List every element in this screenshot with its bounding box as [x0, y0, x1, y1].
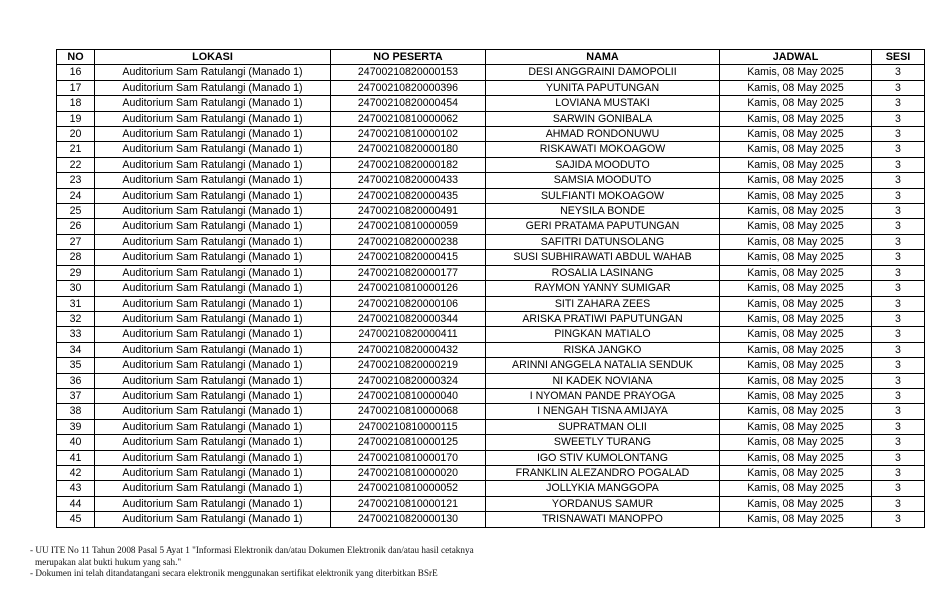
cell-sesi: 3 — [872, 111, 925, 126]
cell-no-peserta: 24700210820000182 — [331, 157, 486, 172]
table-row — [57, 188, 925, 203]
cell-lokasi: Auditorium Sam Ratulangi (Manado 1) — [95, 96, 331, 111]
cell-nama: FRANKLIN ALEZANDRO POGALAD — [486, 465, 720, 480]
cell-jadwal: Kamis, 08 May 2025 — [720, 173, 872, 188]
cell-no: 32 — [57, 311, 95, 326]
cell-no-peserta: 24700210820000491 — [331, 204, 486, 219]
cell-nama: ARISKA PRATIWI PAPUTUNGAN — [486, 311, 720, 326]
cell-lokasi: Auditorium Sam Ratulangi (Manado 1) — [95, 512, 331, 527]
cell-no: 18 — [57, 96, 95, 111]
cell-nama: AHMAD RONDONUWU — [486, 127, 720, 142]
table-row — [57, 450, 925, 465]
cell-sesi: 3 — [872, 465, 925, 480]
cell-no-peserta: 24700210820000177 — [331, 265, 486, 280]
table-row — [57, 111, 925, 126]
table-row — [57, 512, 925, 527]
table-row — [57, 127, 925, 142]
cell-no-peserta: 24700210810000062 — [331, 111, 486, 126]
cell-no: 39 — [57, 419, 95, 434]
header-sesi: SESI — [872, 50, 925, 65]
cell-no: 30 — [57, 281, 95, 296]
cell-sesi: 3 — [872, 327, 925, 342]
cell-jadwal: Kamis, 08 May 2025 — [720, 388, 872, 403]
cell-sesi: 3 — [872, 157, 925, 172]
table-row — [57, 265, 925, 280]
cell-sesi: 3 — [872, 127, 925, 142]
table-row — [57, 281, 925, 296]
footer-line-3: - Dokumen ini telah ditandatangani secara elektronik menggunakan sertifikat elektronik yang diterbitkan BSrE — [30, 568, 438, 579]
cell-sesi: 3 — [872, 311, 925, 326]
cell-nama: I NENGAH TISNA AMIJAYA — [486, 404, 720, 419]
cell-nama: LOVIANA MUSTAKI — [486, 96, 720, 111]
cell-no-peserta: 24700210820000454 — [331, 96, 486, 111]
cell-no: 37 — [57, 388, 95, 403]
cell-no-peserta: 24700210820000435 — [331, 188, 486, 203]
cell-no-peserta: 24700210810000052 — [331, 481, 486, 496]
cell-no-peserta: 24700210820000396 — [331, 80, 486, 95]
cell-nama: NI KADEK NOVIANA — [486, 373, 720, 388]
table-row — [57, 80, 925, 95]
cell-jadwal: Kamis, 08 May 2025 — [720, 96, 872, 111]
table-row — [57, 388, 925, 403]
cell-lokasi: Auditorium Sam Ratulangi (Manado 1) — [95, 157, 331, 172]
cell-lokasi: Auditorium Sam Ratulangi (Manado 1) — [95, 327, 331, 342]
cell-nama: GERI PRATAMA PAPUTUNGAN — [486, 219, 720, 234]
table-row — [57, 342, 925, 357]
cell-nama: NEYSILA BONDE — [486, 204, 720, 219]
cell-no-peserta: 24700210810000102 — [331, 127, 486, 142]
cell-no: 35 — [57, 358, 95, 373]
cell-lokasi: Auditorium Sam Ratulangi (Manado 1) — [95, 80, 331, 95]
cell-no: 23 — [57, 173, 95, 188]
table-row — [57, 204, 925, 219]
table-row — [57, 496, 925, 511]
table-row — [57, 96, 925, 111]
cell-no: 16 — [57, 65, 95, 80]
cell-nama: SAFITRI DATUNSOLANG — [486, 234, 720, 249]
cell-no-peserta: 24700210820000432 — [331, 342, 486, 357]
cell-lokasi: Auditorium Sam Ratulangi (Manado 1) — [95, 219, 331, 234]
table-header-row — [57, 50, 925, 65]
cell-no-peserta: 24700210810000068 — [331, 404, 486, 419]
cell-sesi: 3 — [872, 96, 925, 111]
table-row — [57, 358, 925, 373]
cell-jadwal: Kamis, 08 May 2025 — [720, 435, 872, 450]
legal-footer — [30, 545, 910, 580]
cell-no-peserta: 24700210820000180 — [331, 142, 486, 157]
cell-jadwal: Kamis, 08 May 2025 — [720, 296, 872, 311]
cell-lokasi: Auditorium Sam Ratulangi (Manado 1) — [95, 111, 331, 126]
cell-sesi: 3 — [872, 204, 925, 219]
cell-sesi: 3 — [872, 80, 925, 95]
cell-no: 34 — [57, 342, 95, 357]
cell-no: 36 — [57, 373, 95, 388]
cell-no: 31 — [57, 296, 95, 311]
cell-no: 43 — [57, 481, 95, 496]
cell-no: 28 — [57, 250, 95, 265]
cell-lokasi: Auditorium Sam Ratulangi (Manado 1) — [95, 234, 331, 249]
cell-sesi: 3 — [872, 173, 925, 188]
cell-sesi: 3 — [872, 512, 925, 527]
cell-sesi: 3 — [872, 296, 925, 311]
cell-lokasi: Auditorium Sam Ratulangi (Manado 1) — [95, 373, 331, 388]
cell-no: 38 — [57, 404, 95, 419]
cell-no-peserta: 24700210810000126 — [331, 281, 486, 296]
cell-jadwal: Kamis, 08 May 2025 — [720, 358, 872, 373]
cell-jadwal: Kamis, 08 May 2025 — [720, 481, 872, 496]
cell-no-peserta: 24700210820000415 — [331, 250, 486, 265]
cell-nama: RISKAWATI MOKOAGOW — [486, 142, 720, 157]
cell-no: 24 — [57, 188, 95, 203]
cell-lokasi: Auditorium Sam Ratulangi (Manado 1) — [95, 204, 331, 219]
cell-lokasi: Auditorium Sam Ratulangi (Manado 1) — [95, 419, 331, 434]
cell-sesi: 3 — [872, 342, 925, 357]
table-row — [57, 65, 925, 80]
cell-jadwal: Kamis, 08 May 2025 — [720, 250, 872, 265]
cell-sesi: 3 — [872, 281, 925, 296]
cell-jadwal: Kamis, 08 May 2025 — [720, 265, 872, 280]
table-row — [57, 219, 925, 234]
cell-no: 22 — [57, 157, 95, 172]
cell-lokasi: Auditorium Sam Ratulangi (Manado 1) — [95, 188, 331, 203]
cell-no-peserta: 24700210810000125 — [331, 435, 486, 450]
table-row — [57, 373, 925, 388]
cell-lokasi: Auditorium Sam Ratulangi (Manado 1) — [95, 142, 331, 157]
table-row — [57, 435, 925, 450]
participant-table — [56, 49, 925, 528]
cell-sesi: 3 — [872, 265, 925, 280]
cell-jadwal: Kamis, 08 May 2025 — [720, 327, 872, 342]
cell-no-peserta: 24700210820000344 — [331, 311, 486, 326]
cell-lokasi: Auditorium Sam Ratulangi (Manado 1) — [95, 342, 331, 357]
cell-nama: SITI ZAHARA ZEES — [486, 296, 720, 311]
cell-no-peserta: 24700210820000219 — [331, 358, 486, 373]
header-nama: NAMA — [486, 50, 720, 65]
cell-jadwal: Kamis, 08 May 2025 — [720, 404, 872, 419]
cell-nama: I NYOMAN PANDE PRAYOGA — [486, 388, 720, 403]
cell-no-peserta: 24700210820000411 — [331, 327, 486, 342]
cell-no-peserta: 24700210820000153 — [331, 65, 486, 80]
cell-lokasi: Auditorium Sam Ratulangi (Manado 1) — [95, 173, 331, 188]
cell-jadwal: Kamis, 08 May 2025 — [720, 281, 872, 296]
cell-nama: SAMSIA MOODUTO — [486, 173, 720, 188]
cell-jadwal: Kamis, 08 May 2025 — [720, 450, 872, 465]
cell-jadwal: Kamis, 08 May 2025 — [720, 311, 872, 326]
cell-nama: SUPRATMAN OLII — [486, 419, 720, 434]
cell-sesi: 3 — [872, 388, 925, 403]
cell-nama: JOLLYKIA MANGGOPA — [486, 481, 720, 496]
header-no: NO — [57, 50, 95, 65]
table-row — [57, 465, 925, 480]
cell-jadwal: Kamis, 08 May 2025 — [720, 219, 872, 234]
cell-no: 26 — [57, 219, 95, 234]
cell-no-peserta: 24700210820000130 — [331, 512, 486, 527]
cell-no-peserta: 24700210810000020 — [331, 465, 486, 480]
cell-jadwal: Kamis, 08 May 2025 — [720, 127, 872, 142]
cell-jadwal: Kamis, 08 May 2025 — [720, 419, 872, 434]
table-row — [57, 250, 925, 265]
table-row — [57, 296, 925, 311]
cell-no: 27 — [57, 234, 95, 249]
cell-lokasi: Auditorium Sam Ratulangi (Manado 1) — [95, 496, 331, 511]
cell-lokasi: Auditorium Sam Ratulangi (Manado 1) — [95, 296, 331, 311]
table-row — [57, 419, 925, 434]
cell-nama: SARWIN GONIBALA — [486, 111, 720, 126]
cell-lokasi: Auditorium Sam Ratulangi (Manado 1) — [95, 481, 331, 496]
cell-jadwal: Kamis, 08 May 2025 — [720, 111, 872, 126]
cell-no: 17 — [57, 80, 95, 95]
cell-no: 19 — [57, 111, 95, 126]
cell-sesi: 3 — [872, 188, 925, 203]
cell-jadwal: Kamis, 08 May 2025 — [720, 188, 872, 203]
cell-no-peserta: 24700210810000059 — [331, 219, 486, 234]
cell-no: 33 — [57, 327, 95, 342]
cell-sesi: 3 — [872, 450, 925, 465]
cell-lokasi: Auditorium Sam Ratulangi (Manado 1) — [95, 450, 331, 465]
cell-jadwal: Kamis, 08 May 2025 — [720, 142, 872, 157]
cell-jadwal: Kamis, 08 May 2025 — [720, 204, 872, 219]
cell-lokasi: Auditorium Sam Ratulangi (Manado 1) — [95, 250, 331, 265]
cell-sesi: 3 — [872, 373, 925, 388]
cell-jadwal: Kamis, 08 May 2025 — [720, 465, 872, 480]
cell-sesi: 3 — [872, 250, 925, 265]
cell-nama: ROSALIA LASINANG — [486, 265, 720, 280]
cell-no: 44 — [57, 496, 95, 511]
header-no-peserta: NO PESERTA — [331, 50, 486, 65]
cell-sesi: 3 — [872, 358, 925, 373]
cell-no-peserta: 24700210820000433 — [331, 173, 486, 188]
cell-nama: RAYMON YANNY SUMIGAR — [486, 281, 720, 296]
cell-sesi: 3 — [872, 496, 925, 511]
table-row — [57, 142, 925, 157]
cell-no: 29 — [57, 265, 95, 280]
cell-lokasi: Auditorium Sam Ratulangi (Manado 1) — [95, 265, 331, 280]
cell-lokasi: Auditorium Sam Ratulangi (Manado 1) — [95, 388, 331, 403]
cell-jadwal: Kamis, 08 May 2025 — [720, 157, 872, 172]
cell-lokasi: Auditorium Sam Ratulangi (Manado 1) — [95, 311, 331, 326]
cell-sesi: 3 — [872, 142, 925, 157]
cell-sesi: 3 — [872, 481, 925, 496]
cell-no-peserta: 24700210820000106 — [331, 296, 486, 311]
cell-lokasi: Auditorium Sam Ratulangi (Manado 1) — [95, 281, 331, 296]
cell-no: 40 — [57, 435, 95, 450]
cell-nama: YUNITA PAPUTUNGAN — [486, 80, 720, 95]
cell-nama: DESI ANGGRAINI DAMOPOLII — [486, 65, 720, 80]
table-row — [57, 404, 925, 419]
cell-sesi: 3 — [872, 219, 925, 234]
header-lokasi: LOKASI — [95, 50, 331, 65]
cell-no-peserta: 24700210820000238 — [331, 234, 486, 249]
table-row — [57, 311, 925, 326]
cell-nama: SULFIANTI MOKOAGOW — [486, 188, 720, 203]
cell-lokasi: Auditorium Sam Ratulangi (Manado 1) — [95, 65, 331, 80]
cell-nama: ARINNI ANGGELA NATALIA SENDUK — [486, 358, 720, 373]
cell-no: 45 — [57, 512, 95, 527]
cell-no-peserta: 24700210810000121 — [331, 496, 486, 511]
table-row — [57, 173, 925, 188]
cell-nama: PINGKAN MATIALO — [486, 327, 720, 342]
header-jadwal: JADWAL — [720, 50, 872, 65]
cell-nama: YORDANUS SAMUR — [486, 496, 720, 511]
cell-no-peserta: 24700210820000324 — [331, 373, 486, 388]
cell-no-peserta: 24700210810000170 — [331, 450, 486, 465]
cell-no: 20 — [57, 127, 95, 142]
footer-line-1: - UU ITE No 11 Tahun 2008 Pasal 5 Ayat 1 "Informasi Elektronik dan/atau Dokumen Elektronik dan/atau hasil cetaknya — [30, 545, 474, 555]
cell-lokasi: Auditorium Sam Ratulangi (Manado 1) — [95, 358, 331, 373]
cell-jadwal: Kamis, 08 May 2025 — [720, 496, 872, 511]
cell-no: 42 — [57, 465, 95, 480]
cell-sesi: 3 — [872, 419, 925, 434]
cell-jadwal: Kamis, 08 May 2025 — [720, 65, 872, 80]
table-row — [57, 327, 925, 342]
cell-no-peserta: 24700210810000040 — [331, 388, 486, 403]
cell-nama: SUSI SUBHIRAWATI ABDUL WAHAB — [486, 250, 720, 265]
cell-jadwal: Kamis, 08 May 2025 — [720, 342, 872, 357]
cell-lokasi: Auditorium Sam Ratulangi (Manado 1) — [95, 465, 331, 480]
cell-nama: RISKA JANGKO — [486, 342, 720, 357]
cell-jadwal: Kamis, 08 May 2025 — [720, 80, 872, 95]
cell-jadwal: Kamis, 08 May 2025 — [720, 373, 872, 388]
cell-no: 25 — [57, 204, 95, 219]
footer-line-2: merupakan alat bukti hukum yang sah." — [35, 556, 182, 567]
table-body — [57, 65, 925, 527]
cell-sesi: 3 — [872, 435, 925, 450]
cell-no-peserta: 24700210810000115 — [331, 419, 486, 434]
cell-nama: SAJIDA MOODUTO — [486, 157, 720, 172]
cell-nama: SWEETLY TURANG — [486, 435, 720, 450]
cell-no: 41 — [57, 450, 95, 465]
cell-sesi: 3 — [872, 65, 925, 80]
cell-jadwal: Kamis, 08 May 2025 — [720, 512, 872, 527]
cell-lokasi: Auditorium Sam Ratulangi (Manado 1) — [95, 435, 331, 450]
cell-jadwal: Kamis, 08 May 2025 — [720, 234, 872, 249]
table-row — [57, 481, 925, 496]
cell-nama: IGO STIV KUMOLONTANG — [486, 450, 720, 465]
cell-sesi: 3 — [872, 404, 925, 419]
cell-sesi: 3 — [872, 234, 925, 249]
cell-nama: TRISNAWATI MANOPPO — [486, 512, 720, 527]
table-row — [57, 157, 925, 172]
cell-lokasi: Auditorium Sam Ratulangi (Manado 1) — [95, 127, 331, 142]
table-row — [57, 234, 925, 249]
cell-no: 21 — [57, 142, 95, 157]
cell-lokasi: Auditorium Sam Ratulangi (Manado 1) — [95, 404, 331, 419]
